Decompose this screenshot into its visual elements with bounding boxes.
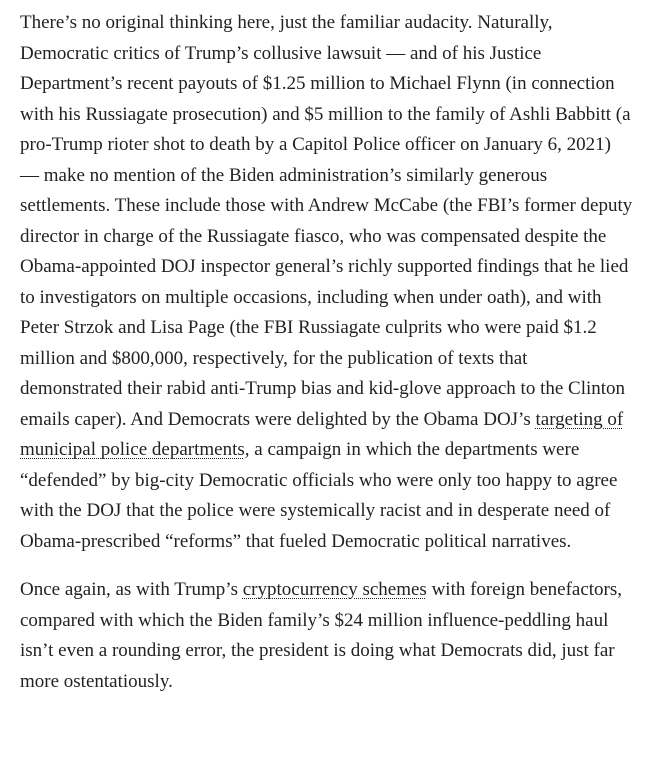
paragraph-2-text-start: Once again, as with Trump’s	[20, 579, 243, 600]
cryptocurrency-schemes-link[interactable]: cryptocurrency schemes	[242, 579, 427, 600]
paragraph-1-text-end: , a campaign in which the departments were “defended” by big-city Democratic officials who were only too happy to agree with the DOJ that the police were systemically racist and in desperate need of Obama-prescribed “reforms” that fueled Democratic political narratives.	[20, 439, 618, 552]
police-departments-link[interactable]: targeting of municipal police departments	[20, 408, 624, 460]
paragraph-2-text-end: with foreign benefactors, compared with which the Biden family’s $24 million influence-peddling haul isn’t even a rounding error, the president is doing what Democrats did, just far more ostentatiously.	[20, 579, 623, 692]
paragraph-2	[20, 575, 633, 697]
paragraph-1	[20, 8, 633, 557]
paragraph-1-text-start: There’s no original thinking here, just the familiar audacity. Naturally, Democratic critics of Trump’s collusive lawsuit — and of his Justice Department’s recent payouts of $1.25 million to Michael Flynn (in connection with his Russiagate prosecution) and $5 million to the family of Ashli Babbitt (a pro-Trump rioter shot to death by a Capitol Police officer on January 6, 2021) — make no mention of the Biden administration’s similarly generous settlements. These include those with Andrew McCabe (the FBI’s former deputy director in charge of the Russiagate fiasco, who was compensated despite the Obama-appointed DOJ inspector general’s richly supported findings that he lied to investigators on multiple occasions, including when under oath), and with Peter Strzok and Lisa Page (the FBI Russiagate culprits who were paid $1.2 million and $800,000, respectively, for the publication of texts that demonstrated their rabid anti-Trump bias and kid-glove approach to the Clinton emails caper). And Democrats were delighted by the Obama DOJ’s	[20, 12, 633, 430]
